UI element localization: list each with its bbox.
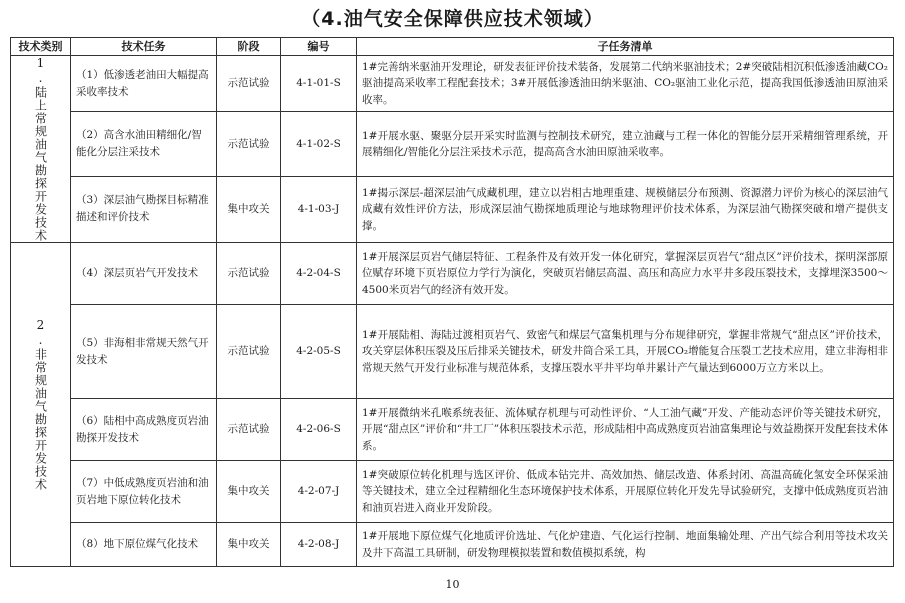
task-cell: （4）深层页岩气开发技术 <box>71 243 217 305</box>
code-cell: 4-1-03-J <box>281 176 357 242</box>
task-cell: （6）陆相中高成熟度页岩油勘探开发技术 <box>71 399 217 461</box>
table-row <box>11 461 894 523</box>
table-row <box>11 243 894 305</box>
page-number: 10 <box>445 578 460 591</box>
task-cell: （8）地下原位煤气化技术 <box>71 523 217 567</box>
stage-cell: 示范试验 <box>217 56 281 112</box>
subtask-cell: 1#开展地下原位煤气化地质评价选址、气化炉建造、气化运行控制、地面集输处理、产出气综合利用等技术攻关及井下高温工具研制，研发物理模拟装置和数值模拟系统，构 <box>357 523 894 567</box>
task-cell: （3）深层油气勘探目标精准描述和评价技术 <box>71 176 217 242</box>
table-row <box>11 176 894 242</box>
subtask-cell: 1#开展水驱、聚驱分层开采实时监测与控制技术研究，建立油藏与工程一体化的智能分层开采精细管理系统，开展精细化/智能化分层注采技术示范，提高高含水油田原油采收率。 <box>357 112 894 176</box>
stage-cell: 示范试验 <box>217 305 281 399</box>
code-cell: 4-1-01-S <box>281 56 357 112</box>
header-category: 技术类别 <box>11 38 71 56</box>
code-cell: 4-1-02-S <box>281 112 357 176</box>
stage-cell: 示范试验 <box>217 399 281 461</box>
category-cell <box>11 56 71 243</box>
subtask-cell: 1#揭示深层-超深层油气成藏机理，建立以岩相古地理重建、规模储层分布预测、资源潜力评价为核心的深层油气成藏有效性评价方法，形成深层油气勘探地质理论与地球物理评价技术体系，为深层油气勘探突破和增产提供支撑。 <box>357 176 894 242</box>
task-cell: （7）中低成熟度页岩油和油页岩地下原位转化技术 <box>71 461 217 523</box>
category-cell <box>11 243 71 567</box>
table-row <box>11 305 894 399</box>
code-cell: 4-2-05-S <box>281 305 357 399</box>
stage-cell: 集中攻关 <box>217 176 281 242</box>
category-label: 2.非常规油气勘探开发技术 <box>33 318 48 491</box>
section-title: （4.油气安全保障供应技术领域） <box>301 8 604 30</box>
code-cell: 4-2-08-J <box>281 523 357 567</box>
header-code: 编号 <box>281 38 357 56</box>
stage-cell: 示范试验 <box>217 112 281 176</box>
table-row <box>11 399 894 461</box>
category-label: 1.陆上常规油气勘探开发技术 <box>33 56 48 242</box>
table-row <box>11 112 894 176</box>
table-row <box>11 523 894 567</box>
subtask-cell: 1#突破原位转化机理与选区评价、低成本钻完井、高效加热、储层改造、体系封闭、高温高硫化氢安全环保采油等关键技术，建立全过程精细化生态环境保护技术体系，开展原位转化开发先导试验研究，支撑中低成熟度页岩油和油页岩进入商业开发阶段。 <box>357 461 894 523</box>
stage-cell: 集中攻关 <box>217 523 281 567</box>
subtask-cell: 1#完善纳米驱油开发理论，研发表征评价技术装备，发展第二代纳米驱油技术；2#突破陆相沉积低渗透油藏CO₂驱油提高采收率工程配套技术；3#开展低渗透油田纳米驱油、CO₂驱油工业化示范，提高我国低渗透油田原油采收率。 <box>357 56 894 112</box>
header-subtasks: 子任务清单 <box>357 38 894 56</box>
task-cell: （1）低渗透老油田大幅提高采收率技术 <box>71 56 217 112</box>
task-cell: （2）高含水油田精细化/智能化分层注采技术 <box>71 112 217 176</box>
subtask-cell: 1#开展微纳米孔喉系统表征、流体赋存机理与可动性评价、“人工油气藏”开发、产能动态评价等关键技术研究，开展“甜点区”评价和“井工厂”体积压裂技术示范，形成陆相中高成熟度页岩油富集理论与效益勘探开发配套技术体系。 <box>357 399 894 461</box>
stage-cell: 示范试验 <box>217 243 281 305</box>
table-header-row <box>11 38 894 56</box>
technology-table <box>10 37 894 567</box>
code-cell: 4-2-06-S <box>281 399 357 461</box>
header-task: 技术任务 <box>71 38 217 56</box>
code-cell: 4-2-07-J <box>281 461 357 523</box>
stage-cell: 集中攻关 <box>217 461 281 523</box>
subtask-cell: 1#开展深层页岩气储层特征、工程条件及有效开发一体化研究，掌握深层页岩气“甜点区”评价技术，探明深部原位赋存环境下页岩原位力学行为演化，突破页岩储层高温、高压和高应力水平井多段压裂技术，支撑埋深3500～4500米页岩气的经济有效开发。 <box>357 243 894 305</box>
header-stage: 阶段 <box>217 38 281 56</box>
subtask-cell: 1#开展陆相、海陆过渡相页岩气、致密气和煤层气富集机理与分布规律研究，掌握非常规气“甜点区”评价技术，攻关穿层体积压裂及压后排采关键技术，研发井筒合采工具，开展CO₂增能复合压裂工艺技术应用，建立非海相非常规天然气开发行业标准与规范体系，支撑压裂水平井平均单井累计产气量达到6000万立方米以上。 <box>357 305 894 399</box>
code-cell: 4-2-04-S <box>281 243 357 305</box>
table-row <box>11 56 894 112</box>
task-cell: （5）非海相非常规天然气开发技术 <box>71 305 217 399</box>
